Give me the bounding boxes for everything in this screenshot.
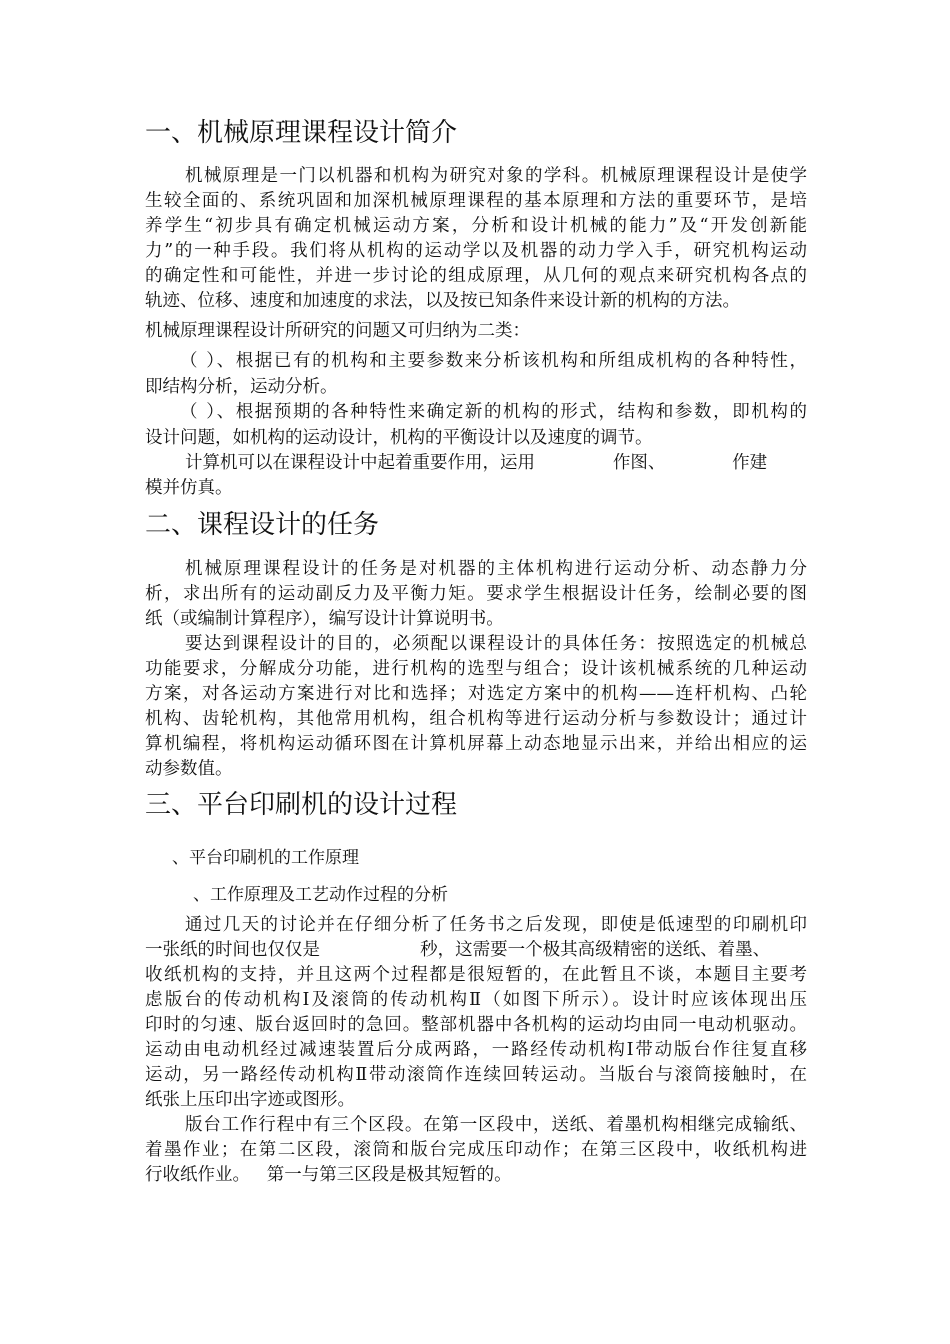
section-2-line-8: 算机编程，将机构运动循环图在计算机屏幕上动态地显示出来，并给出相应的运 [145,734,807,754]
section-3-line-2: 一张纸的时间也仅仅是 秒，这需要一个极其高级精密的送纸、着墨、 [145,940,771,960]
section-1-line-2: 生较全面的、系统巩固和加深机械原理课程的基本原理和方法的重要环节，是培 [145,191,807,211]
section-1-line-11: 设计问题，如机构的运动设计，机构的平衡设计以及速度的调节。 [145,428,653,448]
section-3-line-8: 纸张上压印出字迹或图形。 [145,1090,355,1110]
section-3-line-5: 印时的匀速、版台返回时的急回。整部机器中各机构的运动均由同一电动机驱动。 [145,1015,807,1035]
section-3-heading: 三、平台印刷机的设计过程 [145,790,458,820]
section-3-line-11: 行收纸作业。 第一与第三区段是极其短暂的。 [145,1165,512,1185]
section-2-heading: 二、课程设计的任务 [145,510,380,540]
section-1-line-10: （ ）、根据预期的各种特性来确定新的机构的形式，结构和参数，即机构的 [180,402,807,422]
section-3-subheading-1: 、平台印刷机的工作原理 [172,848,359,868]
section-1-line-8: （ ）、根据已有的机构和主要参数来分析该机构和所组成机构的各种特性， [180,351,807,371]
section-2-line-6: 方案，对各运动方案进行对比和选择；对选定方案中的机构——连杆机构、凸轮 [145,684,807,704]
section-2-line-9: 动参数值。 [145,759,233,779]
section-3-line-10: 着墨作业；在第二区段，滚筒和版台完成压印动作；在第三区段中，收纸机构进 [145,1140,807,1160]
section-2-line-2: 析，求出所有的运动副反力及平衡力矩。要求学生根据设计任务，绘制必要的图 [145,584,807,604]
section-1-line-3: 养学生“初步具有确定机械运动方案，分析和设计机械的能力”及“开发创新能 [145,216,807,236]
section-2-line-3: 纸（或编制计算程序），编写设计计算说明书。 [145,609,504,629]
section-2-line-1: 机械原理课程设计的任务是对机器的主体机构进行运动分析、动态静力分 [185,559,807,579]
section-1-line-4: 力”的一种手段。我们将从机构的运动学以及机器的动力学入手，研究机构运动 [145,241,807,261]
section-1-line-12: 计算机可以在课程设计中起着重要作用，运用 作图、 作建 [185,453,768,473]
section-2-line-5: 功能要求，分解成分功能，进行机构的选型与组合；设计该机械系统的几种运动 [145,659,807,679]
section-3-line-9: 版台工作行程中有三个区段。在第一区段中，送纸、着墨机构相继完成输纸、 [185,1115,807,1135]
section-3-line-6: 运动由电动机经过减速装置后分成两路，一路经传动机构Ⅰ带动版台作往复直移 [145,1040,807,1060]
section-1-line-9: 即结构分析，运动分析。 [145,377,338,397]
section-1-heading: 一、机械原理课程设计简介 [145,118,458,148]
section-3-line-4: 虑版台的传动机构Ⅰ及滚筒的传动机构Ⅱ（如图下所示）。设计时应该体现出压 [145,990,807,1010]
section-3-line-3: 收纸机构的支持，并且这两个过程都是很短暂的，在此暂且不谈，本题目主要考 [145,965,807,985]
section-3-line-7: 运动，另一路经传动机构Ⅱ带动滚筒作连续回转运动。当版台与滚筒接触时，在 [145,1065,807,1085]
section-3-subheading-2: 、工作原理及工艺动作过程的分析 [193,885,448,905]
section-1-line-13: 模并仿真。 [145,478,233,498]
section-3-line-1: 通过几天的讨论并在仔细分析了任务书之后发现，即使是低速型的印刷机印 [185,915,807,935]
section-1-line-7: 机械原理课程设计所研究的问题又可归纳为二类： [145,321,530,341]
section-1-line-1: 机械原理是一门以机器和机构为研究对象的学科。机械原理课程设计是使学 [185,166,807,186]
section-2-line-7: 机构、齿轮机构，其他常用机构，组合机构等进行运动分析与参数设计；通过计 [145,709,807,729]
section-1-line-5: 的确定性和可能性，并进一步讨论的组成原理，从几何的观点来研究机构各点的 [145,266,807,286]
section-2-line-4: 要达到课程设计的目的，必须配以课程设计的具体任务：按照选定的机械总 [185,634,807,654]
section-1-line-6: 轨迹、位移、速度和加速度的求法，以及按已知条件来设计新的机构的方法。 [145,291,740,311]
